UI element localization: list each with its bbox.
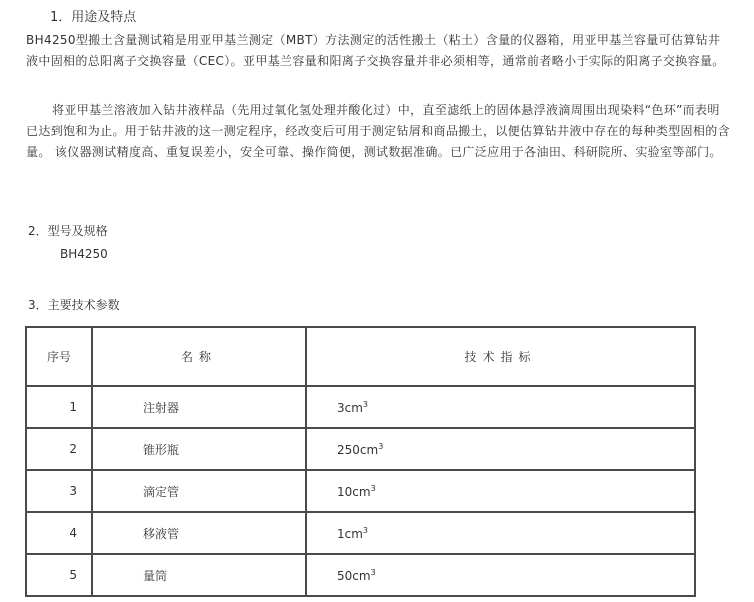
- header-index: [26, 327, 92, 386]
- spec-table: [25, 326, 696, 597]
- spec-value: 3cm: [337, 400, 363, 415]
- spec-value: 250cm: [337, 442, 379, 457]
- section-1-heading: 1．用途及特点: [50, 10, 137, 25]
- row-index: 2: [26, 428, 92, 470]
- spec-exponent: 3: [370, 483, 376, 493]
- row-index: 1: [26, 386, 92, 428]
- intro-paragraph: BH4250型搬土含量测试箱是用亚甲基兰测定（MBT）方法测定的活性搬土（粘土）含量的仪器箱，用亚甲基兰容量可估算钻井液中固相的总阳离子交换容量（CEC）。亚甲基兰容量和阳离子交换容量并非必须相等，通常前者略小于实际的阳离子交换容量。: [26, 33, 725, 68]
- model-number: BH4250: [60, 247, 108, 261]
- spec-exponent: 3: [362, 399, 369, 409]
- section-2-heading: 2．型号及规格: [28, 224, 108, 238]
- header-index-text: 序号: [47, 349, 72, 364]
- row-spec: [306, 470, 695, 512]
- row-name: 移液管: [92, 512, 306, 554]
- row-name: 注射器: [92, 386, 306, 428]
- row-name: 滴定管: [92, 470, 306, 512]
- row-index: 5: [26, 554, 92, 596]
- row-spec: [306, 512, 695, 554]
- table-row: [26, 428, 695, 470]
- row-name: 锥形瓶: [92, 428, 306, 470]
- table-row: [26, 512, 695, 554]
- row-name: 量筒: [92, 554, 306, 596]
- table-header-row: [26, 327, 695, 386]
- header-spec: 技术指标: [306, 327, 695, 386]
- row-index: 4: [26, 512, 92, 554]
- spec-exponent: 3: [362, 525, 369, 535]
- section-3-heading: 3．主要技术参数: [28, 298, 120, 312]
- header-name: 名称: [92, 327, 306, 386]
- table-row: [26, 386, 695, 428]
- row-index: 3: [26, 470, 92, 512]
- row-spec: [306, 428, 695, 470]
- spec-value: 50cm: [337, 568, 371, 583]
- spec-exponent: 3: [378, 441, 384, 451]
- table-row: [26, 554, 695, 596]
- table-row: [26, 470, 695, 512]
- spec-value: 10cm: [337, 484, 371, 499]
- procedure-paragraph: 将亚甲基兰溶液加入钻井液样品（先用过氧化氢处理并酸化过）中，直至滤纸上的固体悬浮液滴周围出现染料“色环”而表明已达到饱和为止。用于钻井液的这一测定程序，经改变后可用于测定钻屑和商品搬土，以便估算钻井液中存在的每种类型固相的含量。 该仪器测试精度高、重复误差小，安全可靠、操作简便，测试数据准确。已广泛应用于各油田、科研院所、实验室等部门。: [26, 103, 730, 159]
- row-spec: [306, 554, 695, 596]
- spec-value: 1cm: [337, 526, 363, 541]
- spec-exponent: 3: [370, 567, 376, 577]
- row-spec: [306, 386, 695, 428]
